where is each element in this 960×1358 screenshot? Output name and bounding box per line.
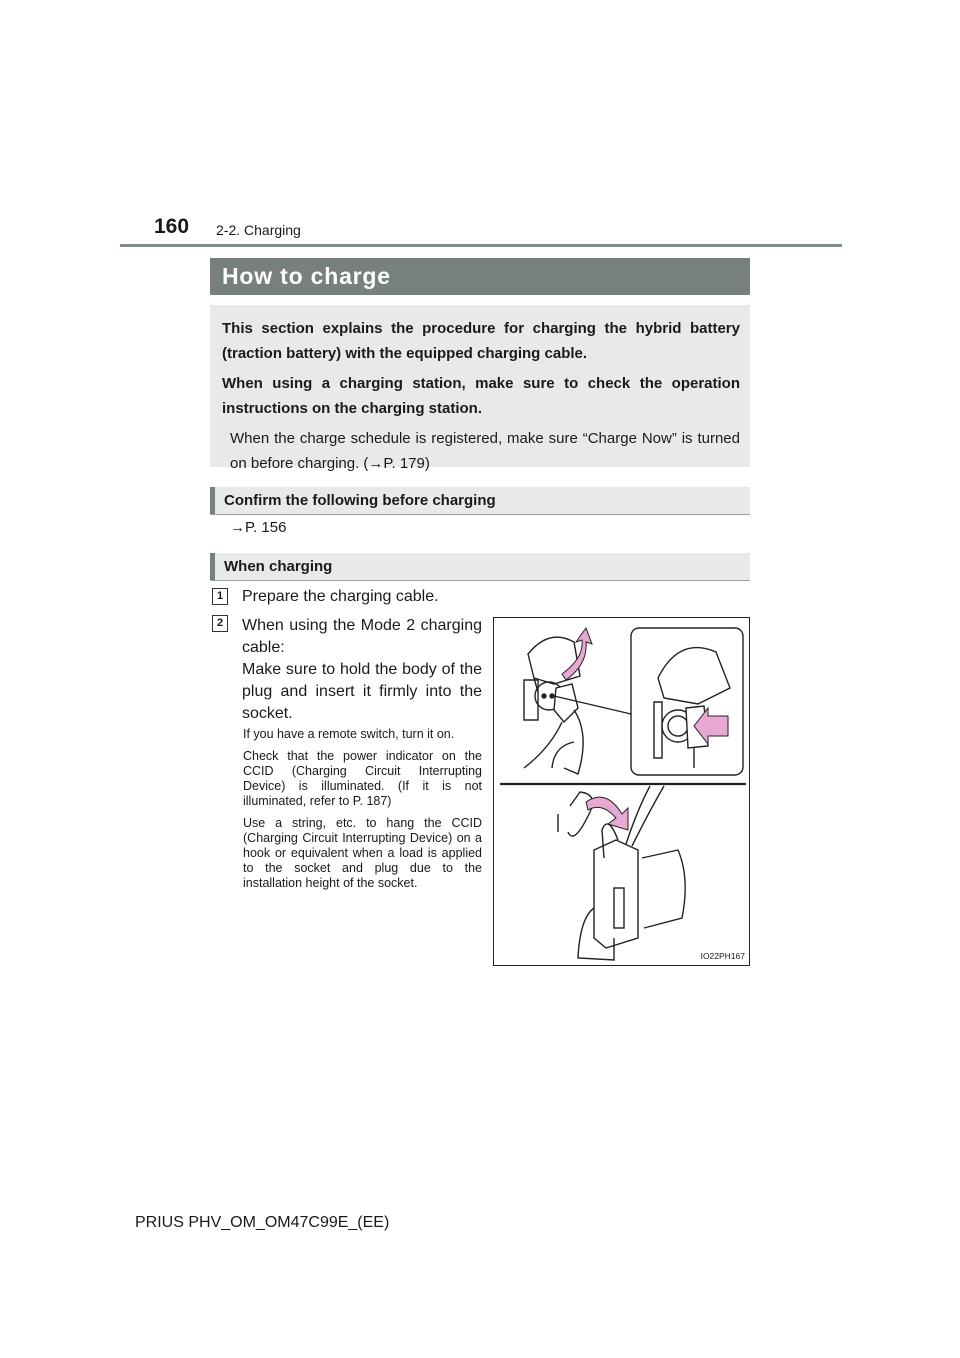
step-2-number: 2 <box>212 615 228 632</box>
intro-paragraph-2: When using a charging station, make sure to check the operation instructions on the charging station. <box>222 375 740 417</box>
intro-box <box>210 305 750 472</box>
header-divider <box>120 244 842 247</box>
confirm-heading: Confirm the following before charging <box>210 487 750 514</box>
intro-paragraph-1: This section explains the procedure for charging the hybrid battery (traction battery) with the equipped charging cable. <box>222 320 740 362</box>
note-remote-switch: If you have a remote switch, turn it on. <box>243 727 455 741</box>
figure-id: IO22PH167 <box>700 951 745 961</box>
step-1-number: 1 <box>212 588 228 605</box>
plug-and-ccid-drawing <box>494 618 750 966</box>
page-title: How to charge <box>210 258 750 295</box>
step-1-text: Prepare the charging cable. <box>242 588 439 605</box>
intro-note: When the charge schedule is registered, make sure “Charge Now” is turned on before charging. (→P. 179) <box>230 430 740 472</box>
note-power-indicator: Check that the power indicator on the CCID (Charging Circuit Interrupting Device) is illuminated. (If it is not illuminated, refer to P. 187) <box>243 749 482 808</box>
section-reference: 2-2. Charging <box>216 222 301 238</box>
footer-document-code: PRIUS PHV_OM_OM47C99E_(EE) <box>135 1214 390 1231</box>
confirm-page-link[interactable]: →P. 156 <box>230 519 287 536</box>
step-2-line-1: When using the Mode 2 charging cable: <box>242 617 482 656</box>
step-2-line-2: Make sure to hold the body of the plug and insert it firmly into the socket. <box>242 661 482 722</box>
step-2-text <box>242 615 482 725</box>
step-2-notes <box>243 727 482 898</box>
page-number: 160 <box>154 215 190 238</box>
when-charging-heading: When charging <box>210 553 750 580</box>
note-hang-ccid: Use a string, etc. to hang the CCID (Charging Circuit Interrupting Device) on a hook or equivalent when a load is applied to the socket and plug due to the installation height of the socket. <box>243 816 482 890</box>
charging-illustration <box>493 617 750 966</box>
